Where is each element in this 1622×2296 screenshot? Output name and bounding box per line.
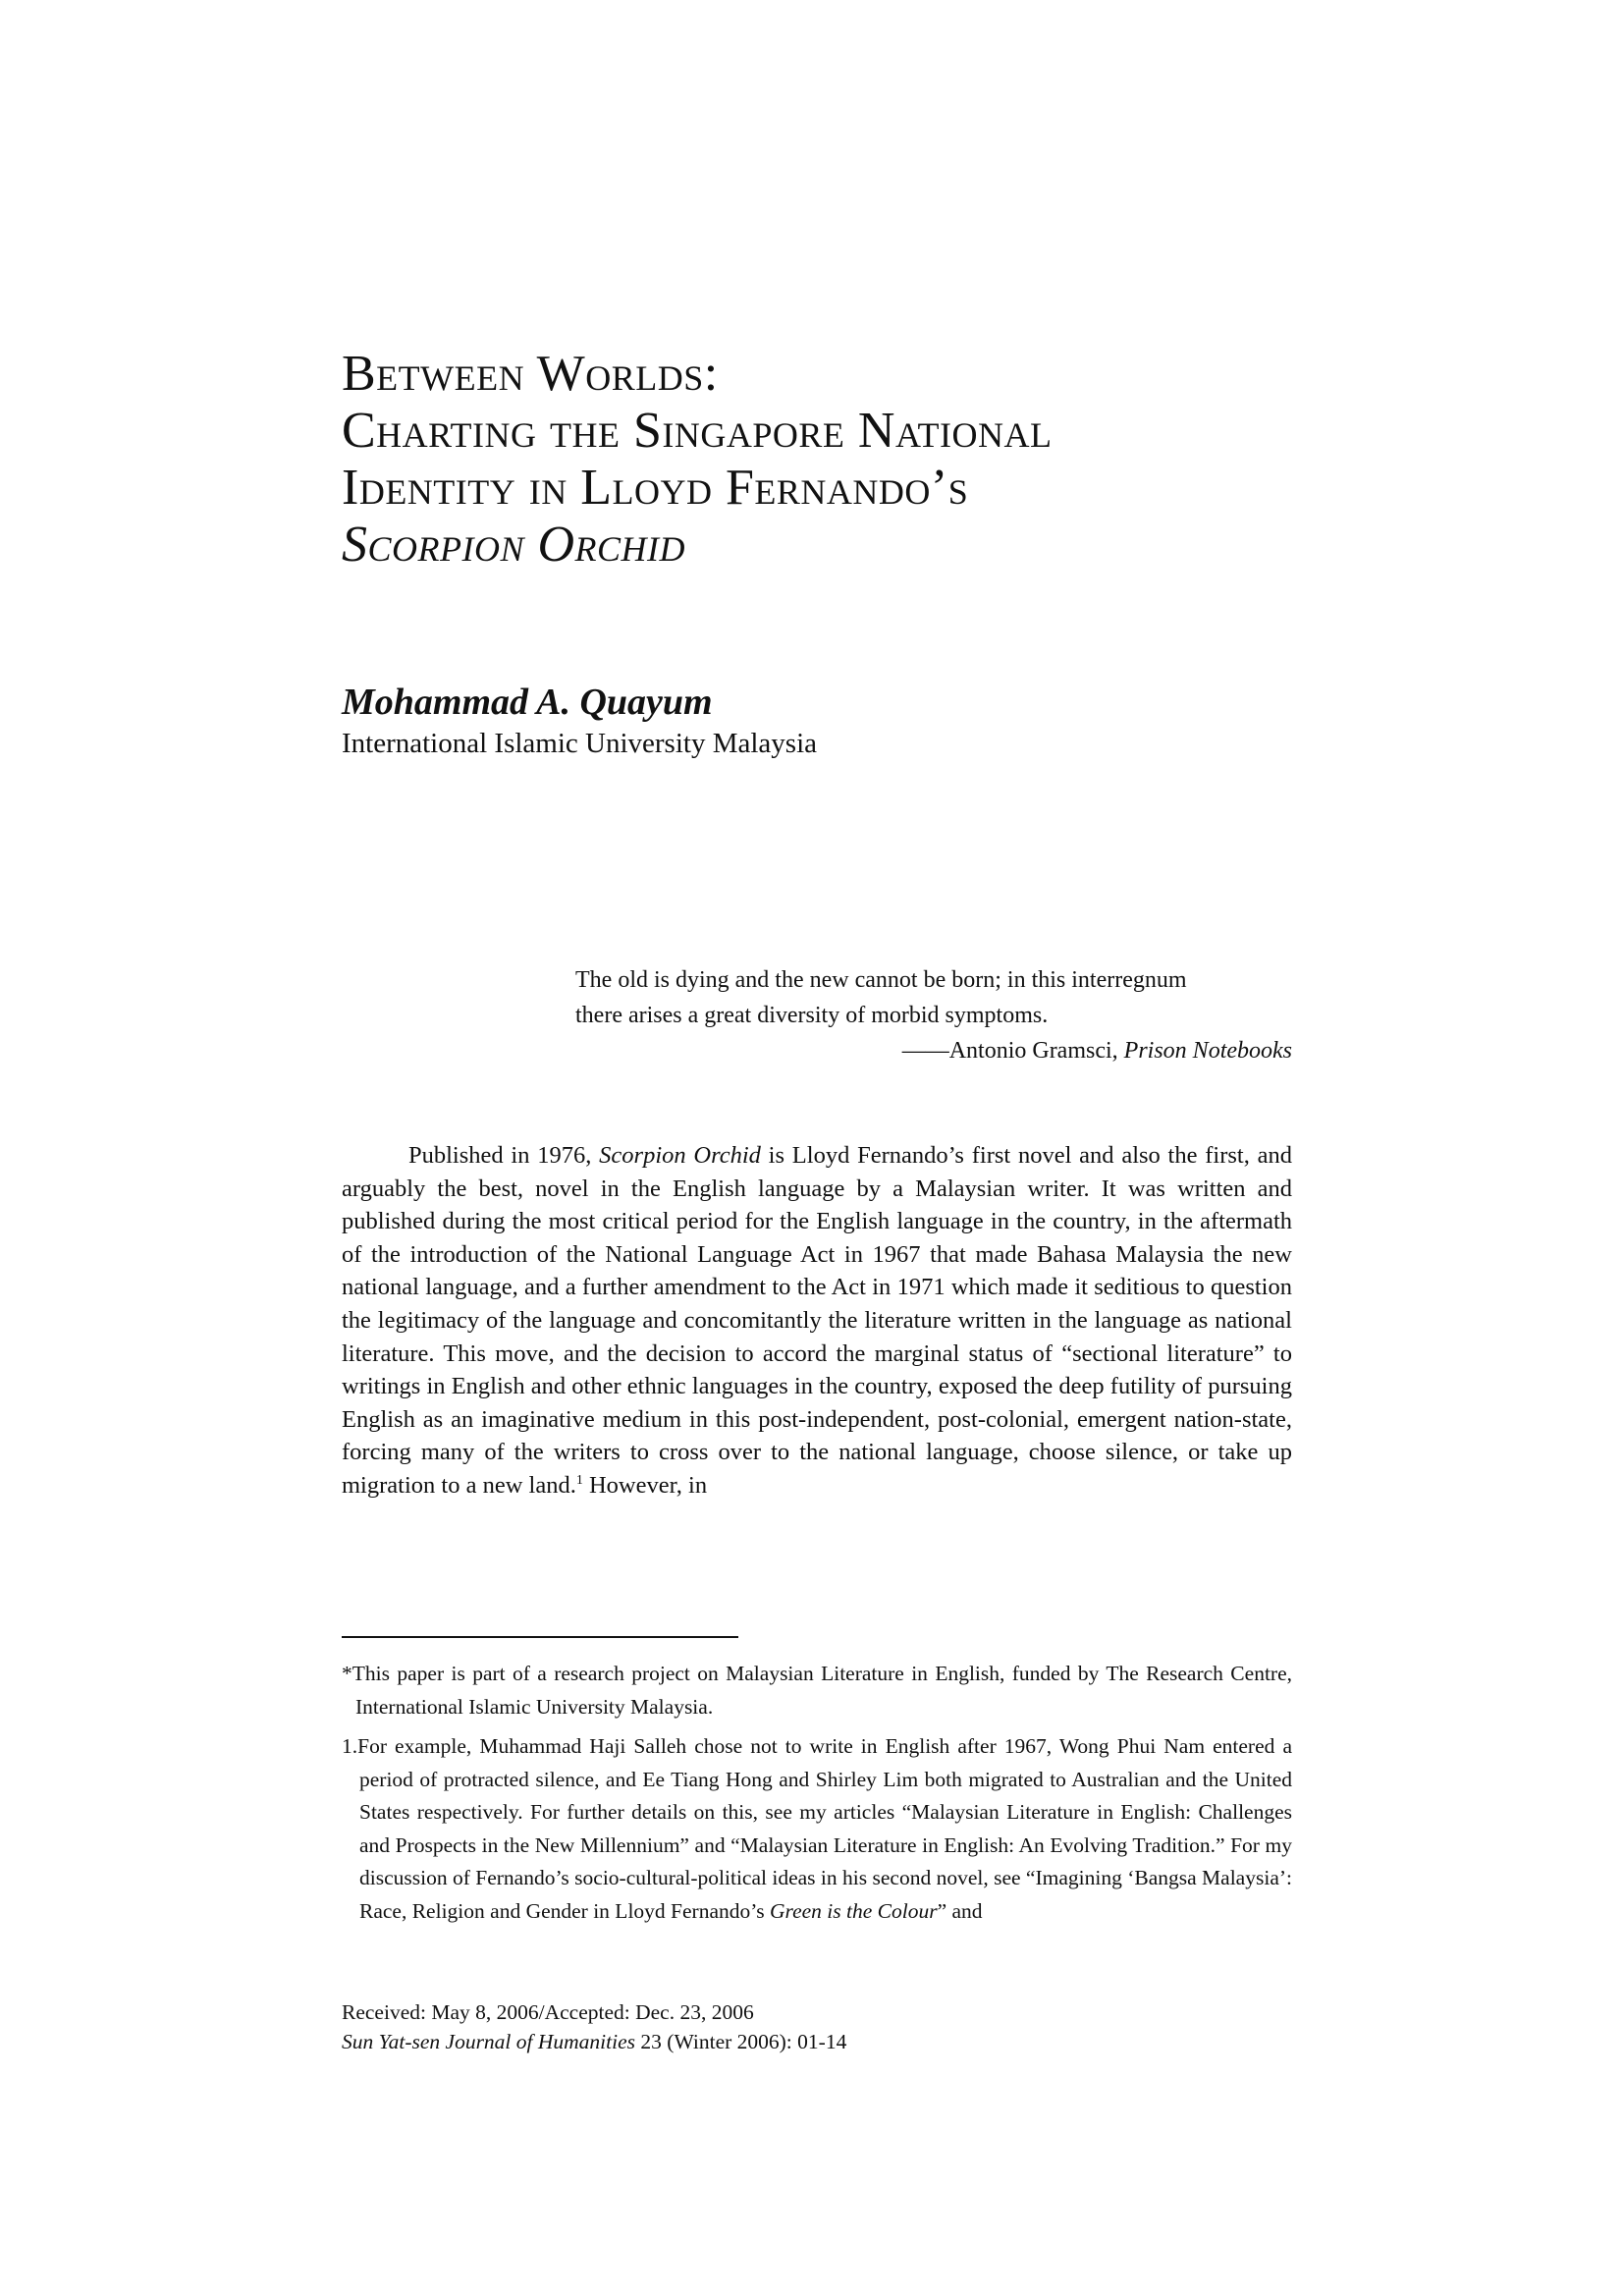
body-text-a: Published in 1976, xyxy=(408,1142,600,1169)
received-accepted: Received: May 8, 2006/Accepted: Dec. 23, 2006 xyxy=(342,2000,754,2024)
footnote-1 xyxy=(342,1730,1292,1928)
epigraph-work: Prison Notebooks xyxy=(1123,1038,1292,1064)
novel-title: Scorpion Orchid xyxy=(599,1142,761,1169)
publication-info xyxy=(342,1997,846,2056)
footnote-1-text-a: 1.For example, Muhammad Haji Salleh chose not to write in English after 1967, Wong Phui Nam entered a period of protracted silence, and Ee Tiang Hong and Shirley Lim both migrated to Australian and the United States respectively. For further details on this, see my articles “Malaysian Literature in English: Challenges and Prospects in the New Millennium” and “Malaysian Literature in English: An Evolving Tradition.” For my discussion of Fernando’s socio-cultural-political ideas in his second novel, see “Imagining ‘Bangsa Malaysia’: Race, Religion and Gender in Lloyd Fernando’s xyxy=(342,1734,1292,1923)
footnote-star: *This paper is part of a research project on Malaysian Literature in English, funded by The Research Centre, International Islamic University Malaysia. xyxy=(342,1662,1292,1719)
title-line-4: Scorpion Orchid xyxy=(342,517,686,573)
body-text-c: However, in xyxy=(582,1471,708,1499)
footnote-1-text-b: ” and xyxy=(937,1898,983,1923)
epigraph-line-1: The old is dying and the new cannot be born; in this interregnum xyxy=(575,967,1187,993)
author-block xyxy=(342,680,817,762)
journal-name: Sun Yat-sen Journal of Humanities xyxy=(342,2030,636,2053)
footnote-1-title: Green is the Colour xyxy=(769,1898,938,1923)
footnotes xyxy=(342,1658,1292,1928)
body-text-b: is Lloyd Fernando’s first novel and also the first, and arguably the best, novel in the English language by a Malaysian writer. It was written and published during the most critical period for the English language in the country, in the aftermath of the introduction of the National Language Act in 1967 that made Bahasa Malaysia the new national language, and a further amendment to the Act in 1971 which made it seditious to question the legitimacy of the language and concomitantly the literature written in the language as national literature. This move, and the decision to accord the marginal status of “sectional literature” to writings in English and other ethnic languages in the country, exposed the deep futility of pursuing English as an imaginative medium in this post-independent, post-colonial, emergent nation-state, forcing many of the writers to cross over to the national language, choose silence, or take up migration to a new land. xyxy=(342,1142,1293,1499)
author-affiliation: International Islamic University Malaysia xyxy=(342,728,817,759)
epigraph-line-2: there arises a great diversity of morbid symptoms. xyxy=(575,1003,1049,1028)
body-paragraph xyxy=(342,1139,1292,1503)
title-line-1: Between Worlds: xyxy=(342,346,719,402)
author-name: Mohammad A. Quayum xyxy=(342,682,713,723)
footnote-rule xyxy=(342,1636,738,1638)
journal-volume: 23 (Winter 2006): 01-14 xyxy=(635,2030,847,2053)
title-line-3: Identity in Lloyd Fernando’s xyxy=(342,460,969,516)
title-line-2: Charting the Singapore National xyxy=(342,403,1053,459)
epigraph-attribution xyxy=(575,1033,1292,1068)
epigraph-author: ——Antonio Gramsci, xyxy=(901,1038,1124,1064)
footnote-ref-1[interactable]: 1 xyxy=(575,1472,583,1488)
article-title xyxy=(342,346,1324,574)
journal-citation xyxy=(342,2027,846,2056)
epigraph xyxy=(575,962,1292,1068)
